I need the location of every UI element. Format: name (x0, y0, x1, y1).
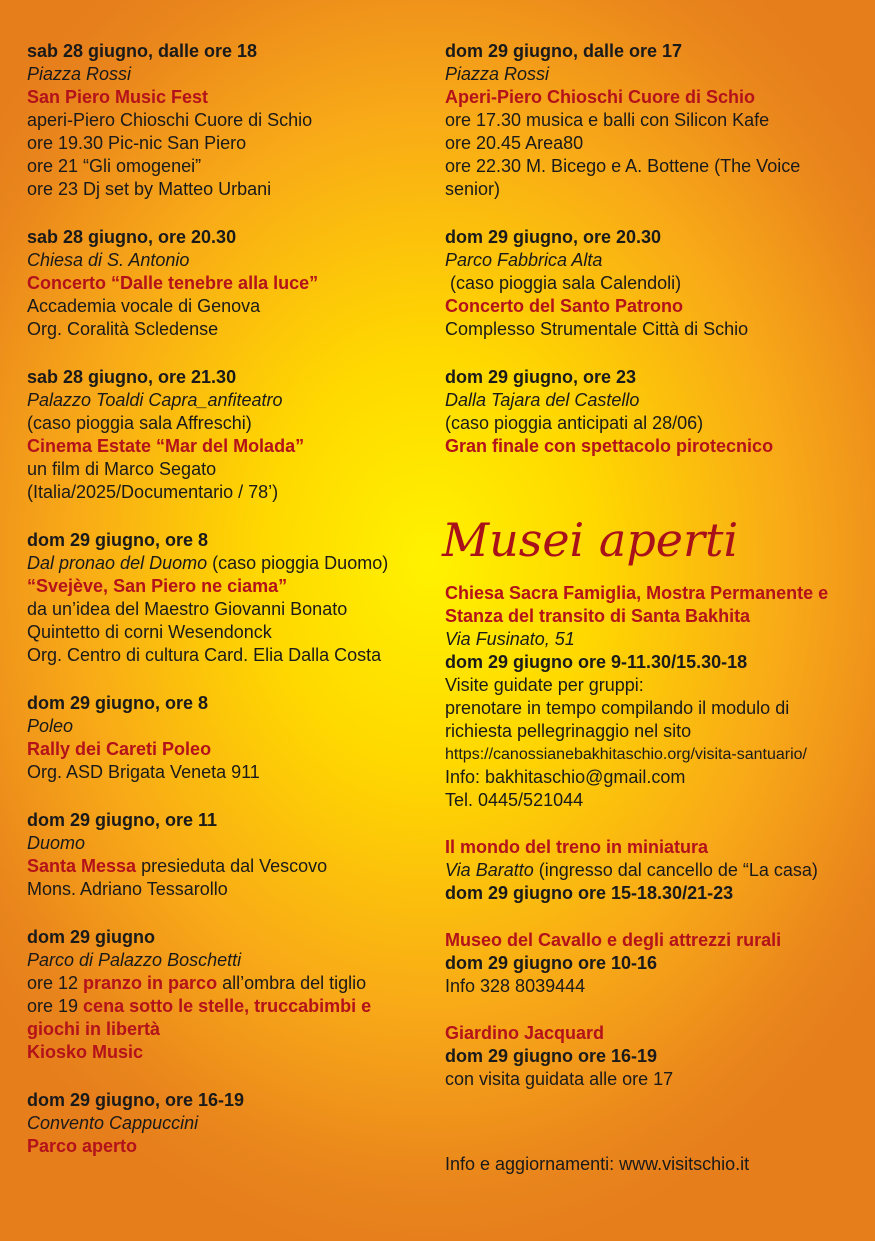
museum-address: Via Fusinato, 51 (445, 629, 575, 649)
event-note: (caso pioggia Duomo) (207, 553, 389, 573)
event-date: dom 29 giugno, ore 11 (27, 810, 218, 830)
event-date: dom 29 giugno, dalle ore 17 (445, 41, 683, 61)
event-place: Palazzo Toaldi Capra_anfiteatro (27, 390, 283, 410)
museum-name: Museo del Cavallo e degli attrezzi rurali (445, 930, 782, 950)
event-title: Parco aperto (27, 1136, 138, 1156)
event-date: dom 29 giugno, ore 23 (445, 367, 637, 387)
event-date: dom 29 giugno, ore 20.30 (445, 227, 662, 247)
museum-address: Via Baratto (445, 860, 534, 880)
event-line: ore 20.45 Area80 (445, 133, 584, 153)
event-line-suffix: all’ombra del tiglio (217, 973, 367, 993)
museum-name: Chiesa Sacra Famiglia, Mostra Permanente e Stanza del transito di Santa Bakhita (445, 583, 829, 626)
event-item (27, 809, 427, 901)
event-line: Quintetto di corni Wesendonck (27, 622, 272, 642)
museum-email: Info: bakhitaschio@gmail.com (445, 767, 686, 787)
event-line: Mons. Adriano Tessarollo (27, 879, 228, 899)
event-place: Poleo (27, 716, 74, 736)
event-item (27, 529, 427, 667)
event-place: Convento Cappuccini (27, 1113, 199, 1133)
event-line: Org. ASD Brigata Veneta 911 (27, 762, 260, 782)
event-date: sab 28 giugno, ore 20.30 (27, 227, 237, 247)
museum-item (445, 929, 855, 998)
museum-item (445, 1022, 855, 1091)
footer-info: Info e aggiornamenti: www.visitschio.it (445, 1154, 750, 1174)
event-line: ore 21 “Gli omogenei” (27, 156, 202, 176)
event-highlight: Kiosko Music (27, 1042, 144, 1062)
museum-hours: dom 29 giugno ore 15-18.30/21-23 (445, 883, 734, 903)
event-note: (caso pioggia anticipati al 28/06) (445, 413, 704, 433)
museum-info: Info 328 8039444 (445, 976, 586, 996)
event-place: Dal pronao del Duomo (27, 553, 208, 573)
event-date: dom 29 giugno, ore 8 (27, 693, 209, 713)
event-line: Complesso Strumentale Città di Schio (445, 319, 749, 339)
museums-heading: Musei aperti (442, 513, 739, 567)
event-date: dom 29 giugno, ore 8 (27, 530, 209, 550)
right-column (445, 40, 855, 483)
museum-hours: dom 29 giugno ore 9-11.30/15.30-18 (445, 652, 748, 672)
event-date: sab 28 giugno, dalle ore 18 (27, 41, 258, 61)
event-title-suffix: presieduta dal Vescovo (136, 856, 328, 876)
museum-url: https://canossianebakhitaschio.org/visita-santuario/ (445, 746, 807, 763)
event-place: Chiesa di S. Antonio (27, 250, 190, 270)
event-title: Concerto “Dalle tenebre alla luce” (27, 273, 319, 293)
event-line-prefix: ore 12 (27, 973, 84, 993)
event-item (445, 366, 855, 458)
event-place: Piazza Rossi (445, 64, 550, 84)
event-line: un film di Marco Segato (27, 459, 217, 479)
event-title: Cinema Estate “Mar del Molada” (27, 436, 305, 456)
event-line: da un’idea del Maestro Giovanni Bonato (27, 599, 348, 619)
event-place-row (27, 552, 427, 575)
event-title-row (27, 855, 427, 878)
museum-name: Giardino Jacquard (445, 1023, 605, 1043)
event-item (27, 1089, 427, 1158)
event-title: Rally dei Careti Poleo (27, 739, 212, 759)
event-place: Dalla Tajara del Castello (445, 390, 640, 410)
event-title: San Piero Music Fest (27, 87, 209, 107)
museum-hours: dom 29 giugno ore 10-16 (445, 953, 658, 973)
museum-address-note: (ingresso dal cancello de “La casa) (533, 860, 818, 880)
museum-info: con visita guidata alle ore 17 (445, 1069, 674, 1089)
event-item (27, 692, 427, 784)
event-line: Org. Centro di cultura Card. Elia Dalla Costa (27, 645, 382, 665)
event-item (27, 40, 427, 201)
museum-item (445, 582, 855, 812)
event-place: Duomo (27, 833, 86, 853)
event-place: Parco di Palazzo Boschetti (27, 950, 242, 970)
event-line: ore 17.30 musica e balli con Silicon Kafe (445, 110, 770, 130)
left-column (27, 40, 427, 1183)
event-line: ore 22.30 M. Bicego e A. Bottene (The Voice senior) (445, 156, 801, 199)
event-line (27, 995, 427, 1041)
event-title: Santa Messa (27, 856, 137, 876)
event-item (445, 40, 855, 201)
event-title: “Svejève, San Piero ne ciama” (27, 576, 288, 596)
event-place: Parco Fabbrica Alta (445, 250, 603, 270)
museum-info: prenotare in tempo compilando il modulo di richiesta pellegrinaggio nel sito (445, 698, 790, 741)
event-highlight: cena sotto le stelle, truccabimbi e giochi in libertà (27, 996, 372, 1039)
event-item (27, 926, 427, 1064)
museum-address-row (445, 859, 855, 882)
event-line: ore 19.30 Pic-nic San Piero (27, 133, 247, 153)
event-line: (Italia/2025/Documentario / 78’) (27, 482, 279, 502)
museums-list (445, 582, 855, 1115)
event-note: (caso pioggia sala Affreschi) (27, 413, 252, 433)
event-highlight: pranzo in parco (83, 973, 218, 993)
event-title: Aperi-Piero Chioschi Cuore di Schio (445, 87, 756, 107)
event-item (27, 366, 427, 504)
event-line-prefix: ore 19 (27, 996, 84, 1016)
event-title: Concerto del Santo Patrono (445, 296, 684, 316)
event-date: dom 29 giugno, ore 16-19 (27, 1090, 245, 1110)
museum-info: Visite guidate per gruppi: (445, 675, 644, 695)
event-line: aperi-Piero Chioschi Cuore di Schio (27, 110, 313, 130)
museum-item (445, 836, 855, 905)
museum-hours: dom 29 giugno ore 16-19 (445, 1046, 658, 1066)
museum-phone: Tel. 0445/521044 (445, 790, 584, 810)
event-item (445, 226, 855, 341)
event-place: Piazza Rossi (27, 64, 132, 84)
museum-name: Il mondo del treno in miniatura (445, 837, 709, 857)
event-note: (caso pioggia sala Calendoli) (445, 273, 682, 293)
event-date: dom 29 giugno (27, 927, 155, 947)
event-date: sab 28 giugno, ore 21.30 (27, 367, 237, 387)
event-item (27, 226, 427, 341)
event-line: Org. Coralità Scledense (27, 319, 219, 339)
event-line: Accademia vocale di Genova (27, 296, 261, 316)
event-line (27, 972, 427, 995)
event-title: Gran finale con spettacolo pirotecnico (445, 436, 774, 456)
event-line: ore 23 Dj set by Matteo Urbani (27, 179, 272, 199)
